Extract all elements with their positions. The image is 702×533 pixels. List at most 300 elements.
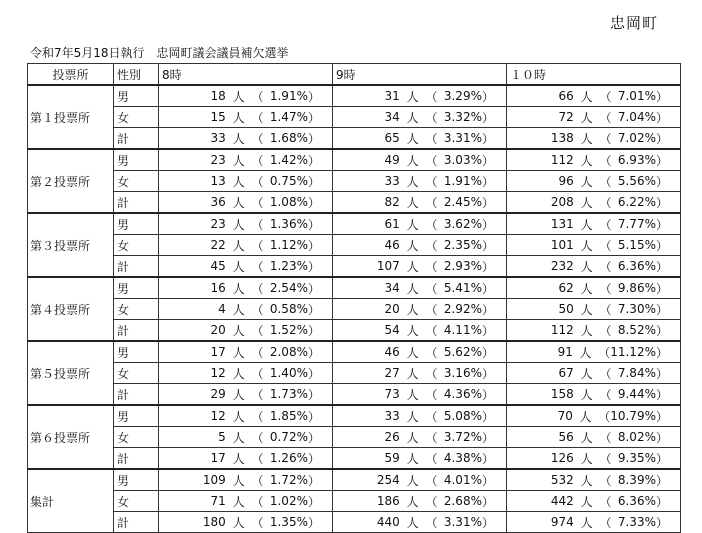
sex-label: 計	[114, 256, 159, 278]
turnout-cell	[333, 107, 507, 128]
paren-close: ）	[481, 89, 494, 104]
unit-label: 人	[232, 451, 245, 466]
sex-label: 女	[114, 107, 159, 128]
turnout-percent: 2.35%	[443, 238, 482, 252]
turnout-cell	[333, 512, 507, 533]
turnout-cell	[507, 427, 681, 448]
paren-close: ）	[307, 174, 320, 189]
turnout-cell	[333, 149, 507, 171]
unit-label: 人	[580, 195, 593, 210]
table-body	[28, 85, 681, 533]
unit-label: 人	[232, 153, 245, 168]
turnout-percent: 1.42%	[269, 153, 308, 167]
unit-label: 人	[232, 494, 245, 509]
paren-open: （	[425, 110, 438, 125]
voter-count: 12	[210, 366, 226, 380]
turnout-cell	[507, 299, 681, 320]
turnout-cell	[507, 149, 681, 171]
turnout-percent: 5.41%	[443, 281, 482, 295]
paren-close: ）	[655, 515, 668, 530]
turnout-cell	[333, 448, 507, 470]
voter-count: 91	[557, 345, 573, 359]
paren-close: ）	[655, 387, 668, 402]
header-sex: 性別	[114, 64, 159, 86]
table-row	[28, 512, 681, 533]
paren-close: ）	[481, 473, 494, 488]
paren-close: ）	[655, 131, 668, 146]
paren-close: ）	[481, 259, 494, 274]
voter-count: 186	[376, 494, 400, 508]
paren-close: ）	[307, 281, 320, 296]
table-row	[28, 448, 681, 470]
voter-count: 12	[210, 409, 226, 423]
paren-close: ）	[307, 131, 320, 146]
paren-close: ）	[307, 238, 320, 253]
turnout-cell	[507, 85, 681, 107]
voter-count: 59	[384, 451, 400, 465]
voter-count: 112	[550, 153, 574, 167]
turnout-cell	[159, 363, 333, 384]
paren-close: ）	[481, 323, 494, 338]
paren-close: ）	[481, 494, 494, 509]
polling-place-name: 第１投票所	[28, 85, 114, 149]
voter-count: 46	[384, 238, 400, 252]
paren-close: ）	[481, 153, 494, 168]
paren-close: ）	[481, 515, 494, 530]
header-time-8: 8時	[159, 64, 333, 86]
unit-label: 人	[580, 259, 593, 274]
sex-label: 女	[114, 171, 159, 192]
paren-open: （	[425, 323, 438, 338]
voter-count: 254	[376, 473, 400, 487]
voter-count: 17	[210, 345, 226, 359]
turnout-percent: 6.22%	[617, 195, 656, 209]
paren-open: （	[251, 195, 264, 210]
turnout-cell	[159, 341, 333, 363]
unit-label: 人	[406, 366, 419, 381]
paren-open: （	[425, 281, 438, 296]
turnout-cell	[333, 128, 507, 150]
voter-count: 17	[210, 451, 226, 465]
turnout-cell	[507, 128, 681, 150]
voter-count: 126	[550, 451, 574, 465]
unit-label: 人	[406, 281, 419, 296]
turnout-percent: 3.31%	[443, 131, 482, 145]
turnout-percent: 1.47%	[269, 110, 308, 124]
table-row	[28, 427, 681, 448]
turnout-percent: 2.08%	[269, 345, 308, 359]
turnout-percent: 1.85%	[269, 409, 308, 423]
paren-open: （	[251, 110, 264, 125]
turnout-percent: 1.08%	[269, 195, 308, 209]
turnout-cell	[333, 256, 507, 278]
paren-open: （	[598, 345, 611, 360]
turnout-cell	[333, 363, 507, 384]
unit-label: 人	[580, 153, 593, 168]
paren-close: ）	[655, 153, 668, 168]
polling-place-name: 第２投票所	[28, 149, 114, 213]
turnout-percent: 3.03%	[443, 153, 482, 167]
turnout-cell	[333, 469, 507, 491]
unit-label: 人	[580, 131, 593, 146]
paren-close: ）	[481, 387, 494, 402]
paren-open: （	[425, 174, 438, 189]
turnout-cell	[507, 256, 681, 278]
unit-label: 人	[580, 387, 593, 402]
turnout-cell	[159, 299, 333, 320]
sex-label: 男	[114, 149, 159, 171]
voter-count: 232	[550, 259, 574, 273]
turnout-cell	[159, 85, 333, 107]
voter-count: 138	[550, 131, 574, 145]
polling-place-name: 第６投票所	[28, 405, 114, 469]
paren-close: ）	[307, 153, 320, 168]
paren-open: （	[598, 409, 611, 424]
table-row	[28, 405, 681, 427]
turnout-percent: 2.54%	[269, 281, 308, 295]
sex-label: 男	[114, 277, 159, 299]
paren-open: （	[425, 387, 438, 402]
turnout-percent: 2.92%	[443, 302, 482, 316]
unit-label: 人	[232, 473, 245, 488]
paren-open: （	[251, 323, 264, 338]
turnout-cell	[507, 192, 681, 214]
sex-label: 男	[114, 341, 159, 363]
turnout-percent: 1.72%	[269, 473, 308, 487]
turnout-cell	[159, 469, 333, 491]
turnout-cell	[333, 320, 507, 342]
turnout-percent: 10.79%	[610, 409, 656, 423]
voter-count: 33	[210, 131, 226, 145]
sex-label: 女	[114, 235, 159, 256]
paren-close: ）	[655, 89, 668, 104]
unit-label: 人	[580, 451, 593, 466]
paren-close: ）	[307, 430, 320, 445]
turnout-cell	[333, 192, 507, 214]
voter-count: 46	[384, 345, 400, 359]
paren-open: （	[425, 473, 438, 488]
voter-count: 26	[384, 430, 400, 444]
unit-label: 人	[406, 451, 419, 466]
turnout-cell	[159, 128, 333, 150]
paren-close: ）	[655, 323, 668, 338]
paren-close: ）	[307, 451, 320, 466]
paren-close: ）	[307, 473, 320, 488]
unit-label: 人	[406, 195, 419, 210]
turnout-percent: 1.40%	[269, 366, 308, 380]
voter-count: 18	[210, 89, 226, 103]
paren-open: （	[251, 89, 264, 104]
table-row	[28, 171, 681, 192]
voter-count: 158	[550, 387, 574, 401]
paren-open: （	[251, 409, 264, 424]
unit-label: 人	[406, 131, 419, 146]
voter-count: 20	[384, 302, 400, 316]
turnout-percent: 3.32%	[443, 110, 482, 124]
paren-open: （	[599, 259, 612, 274]
sex-label: 計	[114, 448, 159, 470]
voter-count: 101	[550, 238, 574, 252]
turnout-cell	[333, 213, 507, 235]
turnout-cell	[507, 448, 681, 470]
turnout-percent: 1.02%	[269, 494, 308, 508]
voter-count: 82	[384, 195, 400, 209]
paren-open: （	[251, 153, 264, 168]
table-row	[28, 128, 681, 150]
turnout-cell	[159, 213, 333, 235]
paren-close: ）	[481, 217, 494, 232]
turnout-table	[27, 63, 681, 533]
table-row	[28, 213, 681, 235]
paren-open: （	[425, 195, 438, 210]
turnout-percent: 1.68%	[269, 131, 308, 145]
paren-open: （	[425, 131, 438, 146]
turnout-percent: 7.30%	[617, 302, 656, 316]
paren-close: ）	[655, 494, 668, 509]
turnout-cell	[159, 320, 333, 342]
paren-open: （	[425, 451, 438, 466]
paren-close: ）	[307, 409, 320, 424]
turnout-cell	[333, 235, 507, 256]
unit-label: 人	[232, 345, 245, 360]
turnout-percent: 4.38%	[443, 451, 482, 465]
turnout-percent: 8.39%	[617, 473, 656, 487]
paren-close: ）	[307, 323, 320, 338]
paren-close: ）	[655, 451, 668, 466]
voter-count: 27	[384, 366, 400, 380]
unit-label: 人	[580, 366, 593, 381]
table-row	[28, 320, 681, 342]
turnout-cell	[507, 171, 681, 192]
paren-open: （	[425, 366, 438, 381]
paren-open: （	[251, 494, 264, 509]
voter-count: 208	[550, 195, 574, 209]
unit-label: 人	[232, 174, 245, 189]
paren-open: （	[251, 174, 264, 189]
voter-count: 31	[384, 89, 400, 103]
voter-count: 15	[210, 110, 226, 124]
turnout-cell	[333, 171, 507, 192]
voter-count: 23	[210, 153, 226, 167]
turnout-percent: 1.73%	[269, 387, 308, 401]
turnout-percent: 7.33%	[617, 515, 656, 529]
voter-count: 109	[202, 473, 226, 487]
turnout-cell	[159, 149, 333, 171]
sex-label: 女	[114, 491, 159, 512]
unit-label: 人	[580, 430, 593, 445]
voter-count: 180	[202, 515, 226, 529]
paren-close: ）	[655, 110, 668, 125]
voter-count: 66	[558, 89, 574, 103]
turnout-percent: 5.62%	[443, 345, 482, 359]
paren-close: ）	[481, 345, 494, 360]
turnout-percent: 6.36%	[617, 259, 656, 273]
paren-close: ）	[307, 387, 320, 402]
paren-open: （	[599, 494, 612, 509]
paren-open: （	[425, 494, 438, 509]
table-row	[28, 299, 681, 320]
paren-open: （	[425, 217, 438, 232]
turnout-percent: 4.11%	[443, 323, 482, 337]
paren-close: ）	[307, 259, 320, 274]
turnout-cell	[159, 235, 333, 256]
paren-close: ）	[481, 110, 494, 125]
turnout-percent: 1.26%	[269, 451, 308, 465]
paren-close: ）	[655, 195, 668, 210]
turnout-cell	[159, 448, 333, 470]
unit-label: 人	[232, 110, 245, 125]
paren-open: （	[599, 195, 612, 210]
unit-label: 人	[579, 345, 592, 360]
table-row	[28, 341, 681, 363]
voter-count: 23	[210, 217, 226, 231]
turnout-cell	[333, 427, 507, 448]
turnout-percent: 6.93%	[617, 153, 656, 167]
turnout-percent: 4.36%	[443, 387, 482, 401]
turnout-percent: 9.86%	[617, 281, 656, 295]
turnout-percent: 7.02%	[617, 131, 656, 145]
paren-close: ）	[481, 366, 494, 381]
paren-close: ）	[655, 217, 668, 232]
unit-label: 人	[580, 281, 593, 296]
unit-label: 人	[232, 387, 245, 402]
unit-label: 人	[406, 302, 419, 317]
paren-open: （	[599, 238, 612, 253]
paren-open: （	[599, 302, 612, 317]
unit-label: 人	[406, 473, 419, 488]
turnout-percent: 0.72%	[269, 430, 308, 444]
paren-close: ）	[655, 366, 668, 381]
paren-open: （	[425, 153, 438, 168]
paren-close: ）	[307, 366, 320, 381]
voter-count: 5	[218, 430, 226, 444]
polling-place-name: 集計	[28, 469, 114, 533]
unit-label: 人	[232, 515, 245, 530]
turnout-percent: 1.36%	[269, 217, 308, 231]
turnout-cell	[507, 320, 681, 342]
voter-count: 96	[558, 174, 574, 188]
sex-label: 男	[114, 469, 159, 491]
voter-count: 50	[558, 302, 574, 316]
unit-label: 人	[406, 110, 419, 125]
paren-close: ）	[481, 195, 494, 210]
paren-open: （	[425, 302, 438, 317]
paren-close: ）	[307, 302, 320, 317]
paren-close: ）	[655, 238, 668, 253]
turnout-percent: 6.36%	[617, 494, 656, 508]
paren-open: （	[251, 451, 264, 466]
turnout-cell	[333, 384, 507, 406]
paren-open: （	[251, 515, 264, 530]
turnout-percent: 5.15%	[617, 238, 656, 252]
unit-label: 人	[406, 217, 419, 232]
turnout-percent: 3.72%	[443, 430, 482, 444]
unit-label: 人	[579, 409, 592, 424]
sex-label: 女	[114, 363, 159, 384]
paren-open: （	[599, 89, 612, 104]
paren-open: （	[599, 323, 612, 338]
town-name: 忠岡町	[609, 14, 658, 32]
unit-label: 人	[580, 110, 593, 125]
table-row	[28, 491, 681, 512]
unit-label: 人	[232, 89, 245, 104]
voter-count: 974	[550, 515, 574, 529]
turnout-percent: 1.12%	[269, 238, 308, 252]
unit-label: 人	[580, 89, 593, 104]
voter-count: 45	[210, 259, 226, 273]
turnout-cell	[159, 427, 333, 448]
voter-count: 440	[376, 515, 400, 529]
table-row	[28, 107, 681, 128]
turnout-cell	[507, 512, 681, 533]
turnout-cell	[507, 469, 681, 491]
paren-close: ）	[655, 409, 668, 424]
table-row	[28, 363, 681, 384]
paren-open: （	[251, 217, 264, 232]
paren-open: （	[425, 259, 438, 274]
turnout-cell	[159, 405, 333, 427]
turnout-cell	[159, 384, 333, 406]
turnout-cell	[333, 491, 507, 512]
unit-label: 人	[406, 238, 419, 253]
paren-close: ）	[307, 217, 320, 232]
turnout-cell	[159, 192, 333, 214]
voter-count: 22	[210, 238, 226, 252]
header-time-9: 9時	[333, 64, 507, 86]
paren-open: （	[599, 110, 612, 125]
polling-place-name: 第５投票所	[28, 341, 114, 405]
turnout-percent: 1.52%	[269, 323, 308, 337]
paren-close: ）	[655, 259, 668, 274]
unit-label: 人	[406, 409, 419, 424]
unit-label: 人	[232, 217, 245, 232]
table-row	[28, 235, 681, 256]
voter-count: 33	[384, 409, 400, 423]
sex-label: 男	[114, 85, 159, 107]
table-header-row	[28, 64, 681, 86]
table-row	[28, 277, 681, 299]
paren-open: （	[599, 281, 612, 296]
unit-label: 人	[580, 323, 593, 338]
turnout-percent: 7.84%	[617, 366, 656, 380]
turnout-cell	[159, 107, 333, 128]
unit-label: 人	[232, 238, 245, 253]
polling-place-name: 第３投票所	[28, 213, 114, 277]
turnout-percent: 3.31%	[443, 515, 482, 529]
turnout-percent: 1.91%	[443, 174, 482, 188]
paren-open: （	[599, 153, 612, 168]
turnout-cell	[159, 512, 333, 533]
turnout-percent: 5.08%	[443, 409, 482, 423]
header-time-10: １０時	[507, 64, 681, 86]
turnout-percent: 5.56%	[617, 174, 656, 188]
voter-count: 107	[376, 259, 400, 273]
paren-open: （	[251, 281, 264, 296]
paren-open: （	[599, 174, 612, 189]
turnout-cell	[507, 405, 681, 427]
voter-count: 73	[384, 387, 400, 401]
sex-label: 男	[114, 213, 159, 235]
unit-label: 人	[406, 387, 419, 402]
turnout-percent: 1.23%	[269, 259, 308, 273]
turnout-cell	[507, 363, 681, 384]
unit-label: 人	[580, 473, 593, 488]
paren-open: （	[599, 217, 612, 232]
paren-open: （	[425, 430, 438, 445]
unit-label: 人	[580, 494, 593, 509]
turnout-cell	[159, 277, 333, 299]
paren-close: ）	[655, 302, 668, 317]
